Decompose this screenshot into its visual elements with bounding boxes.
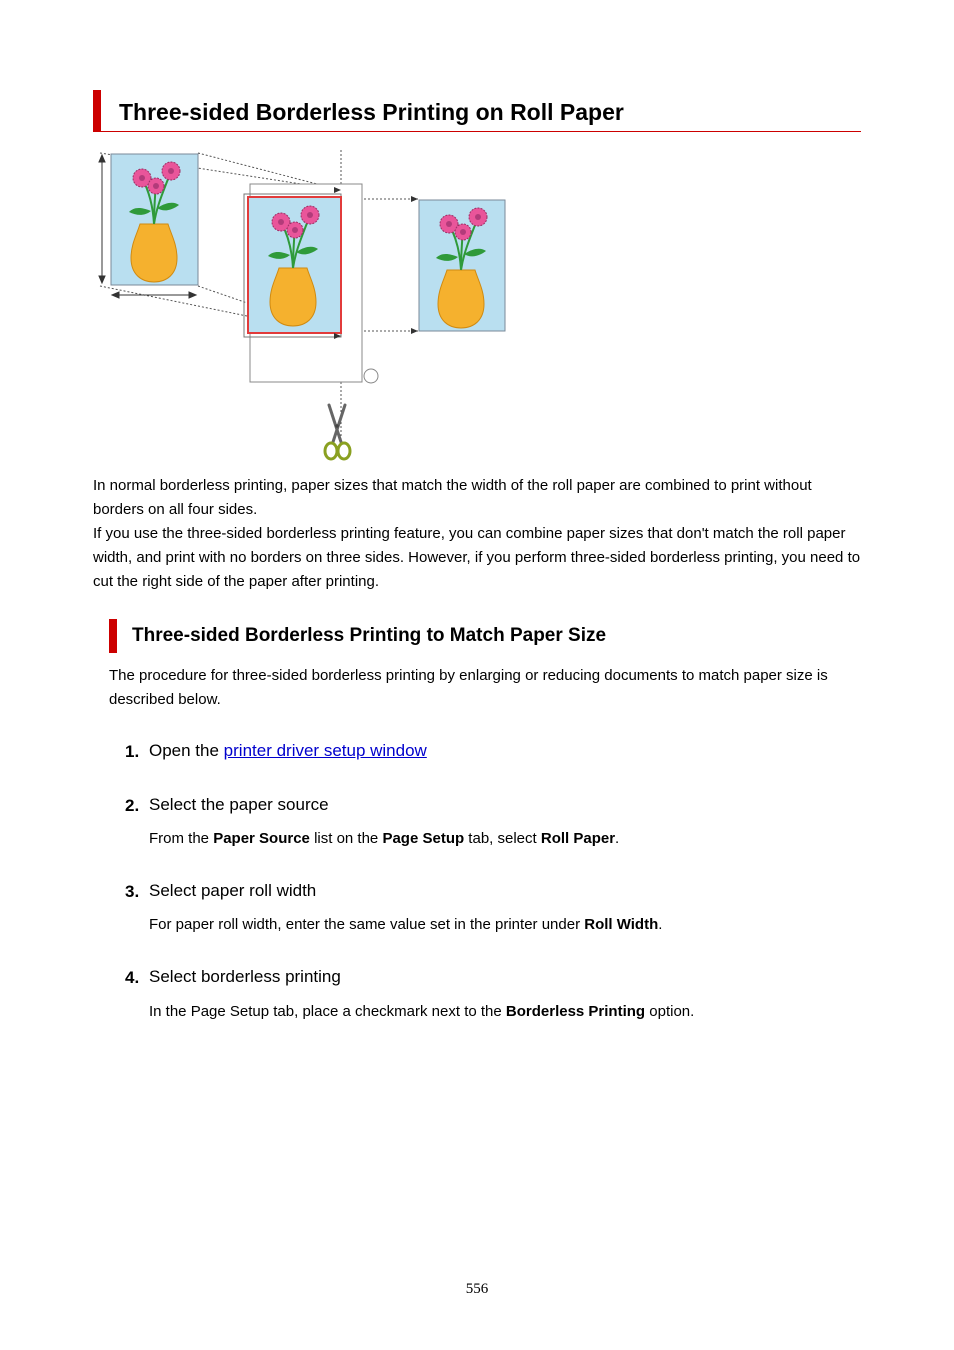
step-2-description (149, 830, 619, 847)
desc-text: . (658, 916, 663, 933)
desc-bold: Roll Paper (540, 830, 616, 847)
step-number: 2. (125, 796, 140, 815)
desc-bold: Page Setup (382, 830, 465, 847)
page-title: Three-sided Borderless Printing on Roll Paper (119, 99, 624, 125)
desc-text: tab, select (464, 830, 541, 847)
printer-driver-setup-link[interactable]: printer driver setup window (223, 741, 427, 760)
subsection-heading (109, 619, 869, 653)
desc-text: . (615, 830, 620, 847)
page-title-heading (93, 90, 861, 132)
desc-text: From the (149, 830, 214, 847)
step-4-description (149, 1003, 694, 1020)
printed-result-image (419, 200, 505, 331)
step-2-title: Select the paper source (149, 795, 329, 814)
step-4-title: Select borderless printing (149, 967, 341, 986)
desc-bold: Borderless Printing (505, 1003, 646, 1020)
roll-paper (244, 184, 378, 383)
step-number: 3. (125, 882, 140, 901)
page-number: 556 (465, 1281, 489, 1297)
desc-bold: Roll Width (584, 916, 659, 933)
subsection-accent-bar (109, 619, 117, 653)
desc-text: In the Page Setup tab, place a checkmark next to the (149, 1003, 506, 1020)
intro-paragraph-2: If you use the three-sided borderless printing feature, you can combine paper sizes that don't match the roll paper width, and print with no borders on three sides. However, if you perform three-sided borderless printing, you need to cut the right side of the paper after printing. (93, 525, 861, 590)
step-3-title: Select paper roll width (149, 881, 317, 900)
subsection-description: The procedure for three-sided borderless printing by enlarging or reducing documents to match paper size is described below. (109, 667, 828, 708)
step-number: 1. (125, 742, 140, 761)
desc-text: option. (645, 1003, 695, 1020)
subsection-title: Three-sided Borderless Printing to Match Paper Size (132, 625, 607, 646)
step-1-title (149, 741, 427, 761)
step-1-title-prefix: Open the (149, 741, 224, 760)
heading-accent-bar (93, 90, 101, 132)
scissors-icon (325, 405, 350, 459)
step-number: 4. (125, 968, 140, 987)
step-3-description (149, 916, 662, 933)
borderless-printing-diagram (92, 150, 512, 465)
desc-bold: Paper Source (213, 830, 310, 847)
desc-text: For paper roll width, enter the same value set in the printer under (149, 916, 585, 933)
original-image (111, 154, 198, 285)
intro-paragraph-1: In normal borderless printing, paper sizes that match the width of the roll paper are combined to print without borders on all four sides. (93, 477, 812, 518)
desc-text: list on the (309, 830, 383, 847)
